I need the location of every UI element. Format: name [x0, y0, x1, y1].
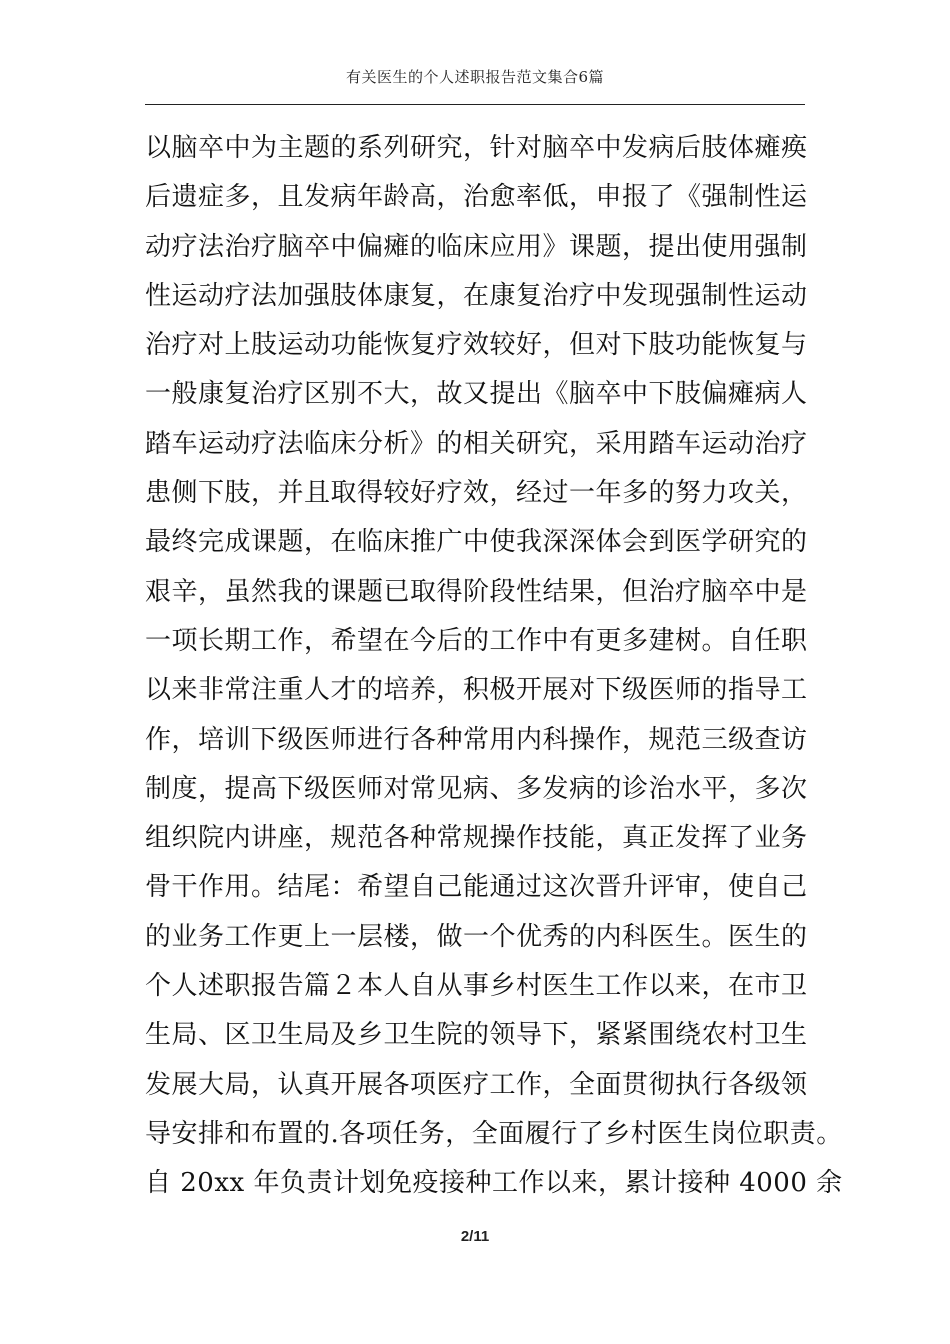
body-line: 作，培训下级医师进行各种常用内科操作，规范三级查访	[145, 724, 808, 755]
body-line: 一般康复治疗区别不大，故又提出《脑卒中下肢偏瘫病人	[145, 379, 808, 410]
body-line: 以脑卒中为主题的系列研究，针对脑卒中发病后肢体瘫痪	[145, 133, 808, 163]
body-line: 艰辛，虽然我的课题已取得阶段性结果，但治疗脑卒中是	[145, 576, 808, 607]
body-line: 发展大局，认真开展各项医疗工作，全面贯彻执行各级领	[145, 1069, 808, 1100]
body-line: 导安排和布置的.各项任务，全面履行了乡村医生岗位职责。	[145, 1118, 843, 1149]
body-line: 动疗法治疗脑卒中偏瘫的临床应用》课题，提出使用强制	[145, 231, 808, 262]
page-number: 2/11	[460, 1228, 490, 1245]
body-line: 最终完成课题，在临床推广中使我深深体会到医学研究的	[145, 527, 808, 558]
body-line: 自 20xx 年负责计划免疫接种工作以来，累计接种 4000 余	[145, 1168, 843, 1199]
body-line: 性运动疗法加强肢体康复，在康复治疗中发现强制性运动	[145, 280, 808, 311]
body-line: 的业务工作更上一层楼，做一个优秀的内科医生。医生的	[145, 921, 808, 952]
body-line: 生局、区卫生局及乡卫生院的领导下，紧紧围绕农村卫生	[145, 1020, 808, 1051]
page-header-title: 有关医生的个人述职报告范文集合6篇	[345, 68, 605, 86]
body-line: 踏车运动疗法临床分析》的相关研究，采用踏车运动治疗	[145, 428, 808, 459]
body-line: 组织院内讲座，规范各种常规操作技能，真正发挥了业务	[145, 823, 808, 854]
document-body	[145, 124, 843, 1209]
body-line: 骨干作用。结尾：希望自己能通过这次晋升评审，使自己	[145, 872, 808, 903]
body-line: 后遗症多，且发病年龄高，治愈率低，申报了《强制性运	[145, 182, 808, 213]
header-divider	[145, 104, 805, 105]
body-line: 治疗对上肢运动功能恢复疗效较好，但对下肢功能恢复与	[145, 330, 808, 361]
body-line: 个人述职报告篇２本人自从事乡村医生工作以来，在市卫	[145, 971, 808, 1002]
body-line: 患侧下肢，并且取得较好疗效，经过一年多的努力攻关，	[145, 478, 808, 509]
body-line: 制度，提高下级医师对常见病、多发病的诊治水平，多次	[145, 773, 808, 804]
body-line: 一项长期工作，希望在今后的工作中有更多建树。自任职	[145, 625, 808, 656]
body-line: 以来非常注重人才的培养，积极开展对下级医师的指导工	[145, 675, 808, 706]
